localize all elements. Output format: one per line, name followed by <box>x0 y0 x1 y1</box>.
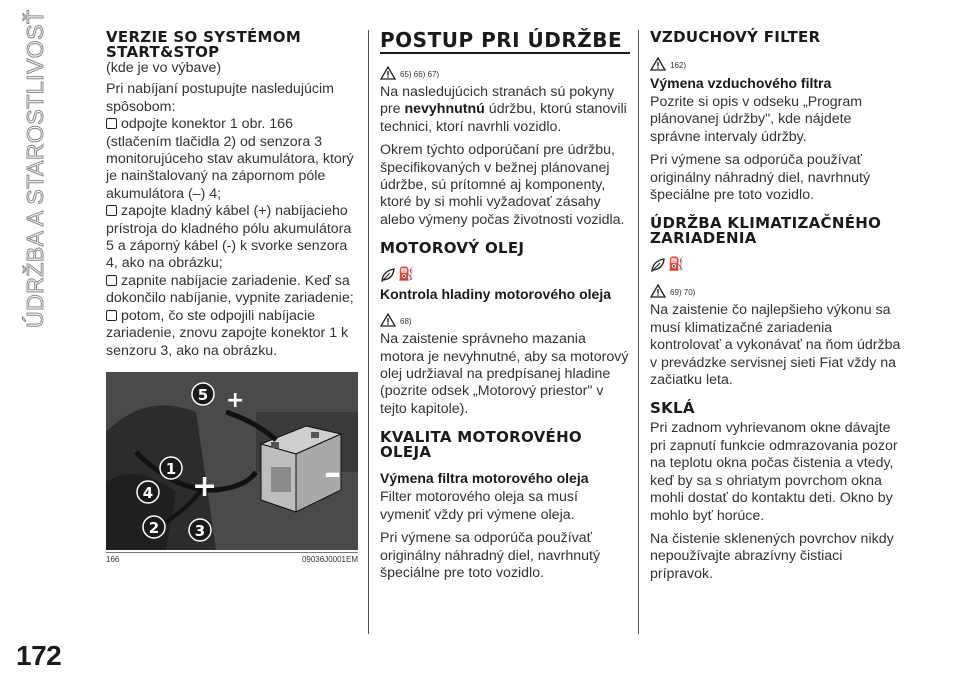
svg-text:3: 3 <box>194 521 206 540</box>
paragraph: Na čistenie sklenených povrchov nikdy nepoužívajte abrazívny čistiaci prípravok. <box>650 530 894 582</box>
callout-3 <box>189 519 211 541</box>
column-start-stop <box>106 30 358 564</box>
recycle-symbol: ⛽ <box>668 256 685 272</box>
warning-refs: 162) <box>670 61 687 70</box>
svg-text:4: 4 <box>142 483 154 502</box>
step-item: zapnite nabíjacie zariadenie. Keď sa dokončilo nabíjanie, vypnite zariadenie; <box>106 272 354 307</box>
checkbox-icon <box>106 310 117 321</box>
step-item: potom, čo ste odpojili nabíjacie zariadenie, znovu zapojte konektor 1 k senzoru 3, ako na obrázku. <box>106 307 349 359</box>
callout-1 <box>160 457 182 479</box>
subheading-oil-filter: Výmena filtra motorového oleja <box>380 470 589 487</box>
column-maintenance <box>380 30 630 588</box>
warning-refs: 65) 66) 67) <box>400 70 440 79</box>
warning-triangle-icon <box>650 57 666 71</box>
recycle-symbol: ⛽ <box>398 266 415 282</box>
svg-text:2: 2 <box>148 518 160 537</box>
environment-row <box>650 250 904 272</box>
figure-caption <box>106 552 358 564</box>
step-item: zapojte kladný kábel (+) nabíjacieho prístroja do kladného pólu akumulátora 5 a záporný kábel (-) k svorke senzora 4, ako na obrázku; <box>106 203 352 272</box>
side-chapter-title <box>6 9 66 328</box>
warning-triangle-icon <box>380 66 396 80</box>
column-divider-1 <box>368 30 369 634</box>
warning-row <box>650 49 904 71</box>
checkbox-icon <box>106 205 117 216</box>
warning-refs: 68) <box>400 317 412 327</box>
paragraph: Pozrite si opis v odseku „Program plánovanej údržby", kde nájdete správne intervaly údržby. <box>650 94 863 145</box>
environment-leaf-icon <box>380 268 396 282</box>
svg-text:1: 1 <box>165 459 177 478</box>
intro-text: Pri nabíjaní postupujte nasledujúcim spôsobom: <box>106 81 334 115</box>
section-title-engine-oil: MOTOROVÝ OLEJ <box>380 239 525 258</box>
subheading-oil-level: Kontrola hladiny motorového oleja <box>380 286 612 303</box>
side-chapter-title-text: ÚDRŽBA A STAROSTLIVOSŤ <box>22 9 48 328</box>
figure-code: 09036J0001EM <box>301 554 358 564</box>
paragraph: Na zaistenie čo najlepšieho výkonu sa musí klimatizačné zariadenia kontrolovať a vykonávať na ňom údržba v prevádzke servisnej sieti Fiat vždy na začiatku leta. <box>650 302 901 389</box>
column-filters <box>650 30 904 589</box>
section-title-start-stop: VERZIE SO SYSTÉMOM START&STOP <box>106 28 302 61</box>
paragraph: Okrem týchto odporúčaní pre údržbu, špecifikovaných v bežnej plánovanej údržbe, sú prítomné aj komponenty, ktoré by si mohli vyžadovať zásahy alebo výmeny počas životnosti vozidla. <box>380 142 625 228</box>
warning-triangle-icon <box>380 313 396 327</box>
warning-triangle-icon <box>650 284 666 298</box>
checkbox-icon <box>106 275 117 286</box>
plus-sign: + <box>226 387 245 413</box>
plus-sign: + <box>192 468 218 504</box>
environment-leaf-icon <box>650 258 666 272</box>
paragraph: Filter motorového oleja sa musí vymeniť vždy pri výmene oleja. <box>380 489 578 523</box>
section-title-ac-maintenance: ÚDRŽBA KLIMATIZAČNÉHO ZARIADENIA <box>650 214 882 248</box>
environment-row <box>380 260 630 282</box>
minus-sign: – <box>324 452 341 493</box>
warning-row <box>650 276 904 298</box>
page-number: 172 <box>16 640 62 671</box>
callout-5 <box>192 383 214 405</box>
warning-row <box>380 305 630 327</box>
warning-refs: 69) 70) <box>670 288 696 298</box>
figure-number: 166 <box>106 554 120 564</box>
warning-row <box>380 58 630 80</box>
subheading-air-filter: Výmena vzduchového filtra <box>650 75 832 91</box>
paragraph: Na zaistenie správneho mazania motora je nevyhnutné, aby sa motorový olej udržiaval na predpísanej hladine (pozrite odsek „Motorový priestor" v tejto kapitole). <box>380 331 629 417</box>
paragraph: Na nasledujúcich stranách sú pokyny pre nevyhnutnú údržbu, ktorú stanovili technici, ktorí navrhli vozidlo. <box>380 84 627 135</box>
battery-illustration <box>106 372 358 550</box>
step-item: odpojte konektor 1 obr. 166 (stlačením tlačidla 2) od senzora 3 monitorujúceho stav akumulátora, ktorý je nainštalovaný na zápornom póle akumulátora (–) 4; <box>106 116 354 202</box>
svg-text:5: 5 <box>197 385 209 404</box>
checkbox-icon <box>106 118 117 129</box>
paragraph: Pri výmene sa odporúča používať originálny náhradný diel, navrhnutý špeciálne pre toto vozidlo. <box>650 152 871 204</box>
section-subtitle: (kde je vo výbave) <box>106 60 222 76</box>
section-title-oil-quality: KVALITA MOTOROVÉHO OLEJA <box>380 428 582 462</box>
callout-2 <box>143 516 165 538</box>
section-title-air-filter: VZDUCHOVÝ FILTER <box>650 28 821 46</box>
paragraph: Pri zadnom vyhrievanom okne dávajte pri zapnutí funkcie odmrazovania pozor na teplotu okna počas čistenia a vtedy, keď by sa s ohriatym povrchom okna mohli dostať do kontaktu deti. Okno by mohlo byť horúce. <box>650 420 898 524</box>
callout-4 <box>137 481 159 503</box>
section-title-windows: SKLÁ <box>650 399 695 418</box>
section-title-maintenance: POSTUP PRI ÚDRŽBE <box>380 30 630 54</box>
column-divider-2 <box>638 30 639 634</box>
battery-figure <box>106 372 358 550</box>
paragraph: Pri výmene sa odporúča používať originálny náhradný diel, navrhnutý špeciálne pre toto vozidlo. <box>380 530 601 581</box>
